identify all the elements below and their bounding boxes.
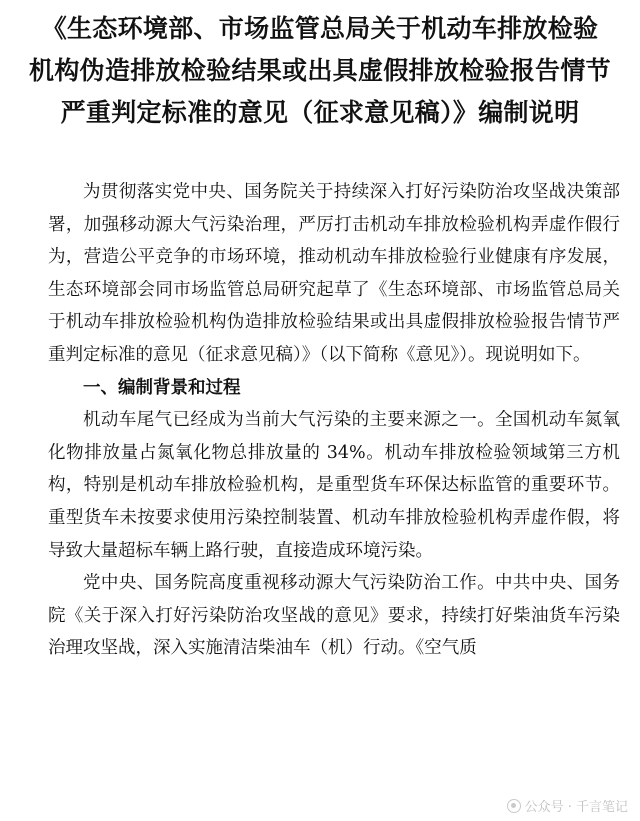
intro-paragraph: 为贯彻落实党中央、国务院关于持续深入打好污染防治攻坚战决策部署，加强移动源大气污染治理，严厉打击机动车排放检验机构弄虚作假行为，营造公平竞争的市场环境，推动机动车排放检验行业健康有序发展，生态环境部会同市场监管总局研究起草了《生态环境部、市场监管总局关于机动车排放检验机构伪造排放检验结果或出具虚假排放检验报告情节严重判定标准的意见（征求意见稿）》（以下简称《意见》）。现说明如下。	[48, 182, 620, 365]
section-heading: 一、编制背景和过程	[83, 377, 241, 398]
body-paragraph: 机动车尾气已经成为当前大气污染的主要来源之一。全国机动车氮氧化物排放量占氮氧化物总排放量的 34%。机动车排放检验领域第三方机构，特别是机动车排放检验机构，是重型货车环保达标监管的重要环节。重型货车未按要求使用污染控制装置、机动车排放检验机构弄虚作假，将导致大量超标车辆上路行驶，直接造成环境污染。	[48, 410, 620, 561]
watermark	[507, 796, 628, 815]
body-paragraph: 党中央、国务院高度重视移动源大气污染防治工作。中共中央、国务院《关于深入打好污染防治攻坚战的意见》要求，持续打好柴油货车污染治理攻坚战，深入实施清洁柴油车（机）行动。《空气质	[48, 573, 620, 659]
title-line: 《生态环境部、市场监管总局关于机动车排放检验	[41, 14, 599, 43]
title-line: 机构伪造排放检验结果或出具虚假排放检验报告情节	[29, 56, 611, 85]
document-title	[14, 8, 626, 134]
watermark-text: 公众号 · 千言笔记	[524, 800, 628, 815]
title-line: 严重判定标准的意见（征求意见稿）》编制说明	[60, 98, 580, 127]
document-body	[48, 176, 620, 665]
wechat-icon	[507, 799, 521, 813]
